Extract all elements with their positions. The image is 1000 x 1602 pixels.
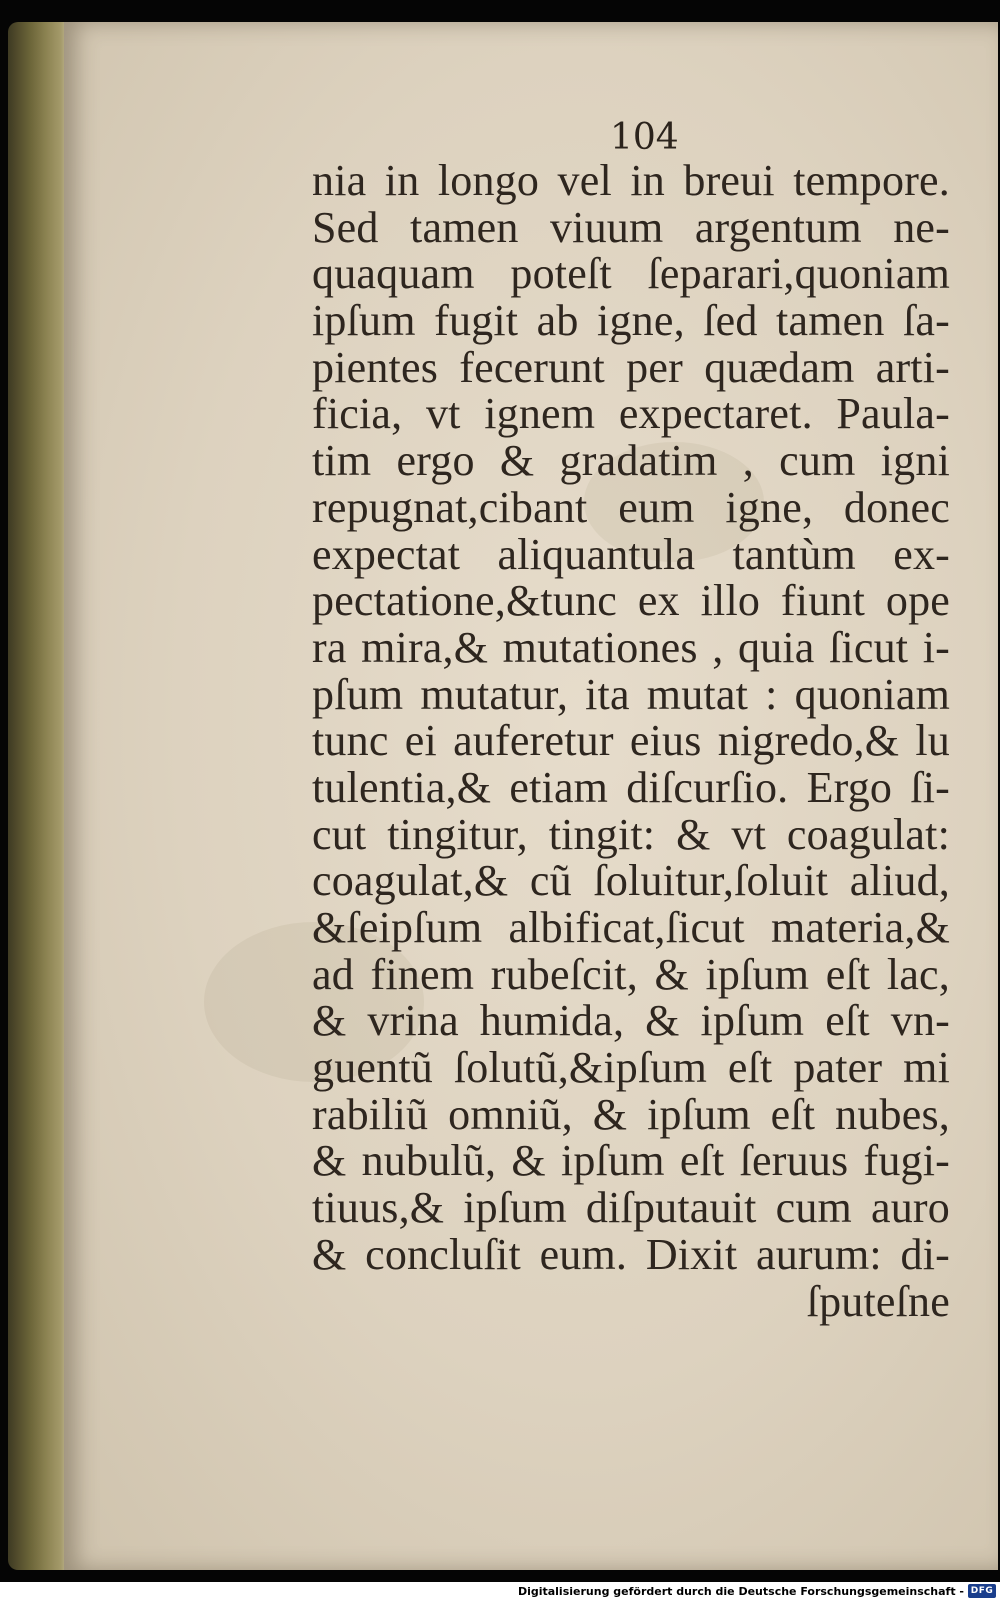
text-line: & nubulũ, & ipſum eſt ſeruus fugi- <box>312 1136 950 1186</box>
text-line: repugnat,cibant eum igne, donec <box>312 482 950 532</box>
text-line: guentũ ſolutũ,&ipſum eſt pater mi <box>312 1043 950 1093</box>
text-line: tulentia,& etiam diſcurſio. Ergo ſi- <box>312 762 950 812</box>
funding-credit: Digitalisierung gefördert durch die Deutsche Forschungsgemeinschaft - <box>517 1585 964 1598</box>
text-line: tim ergo & gradatim , cum igni <box>312 436 950 486</box>
book-page-edges <box>8 22 70 1570</box>
text-line: & vrina humida, & ipſum eſt vn- <box>312 996 950 1046</box>
dfg-logo-icon: DFG <box>968 1584 996 1598</box>
text-line: quaquam poteſt ſeparari,quoniam <box>312 249 950 299</box>
text-line: tunc ei auferetur eius nigredo,& lu <box>312 716 950 766</box>
text-line: ra mira,& mutationes , quia ſicut i- <box>312 622 950 672</box>
text-line: ipſum fugit ab igne, ſed tamen ſa- <box>312 296 950 346</box>
text-line: & concluſit eum. Dixit aurum: di- <box>312 1229 950 1279</box>
catchword: ſputeſne <box>806 1276 950 1326</box>
text-line: pſum mutatur, ita mutat : quoniam <box>312 669 950 719</box>
text-line: cut tingitur, tingit: & vt coagulat: <box>312 809 950 859</box>
text-line: Sed tamen viuum argentum ne- <box>312 202 950 252</box>
text-line: expectat aliquantula tantùm ex- <box>312 529 950 579</box>
text-line: ficia, vt ignem expectaret. Paula- <box>312 389 950 439</box>
text-line: ad finem rubeſcit, & ipſum eſt lac, <box>312 949 950 999</box>
text-line: rabiliũ omniũ, & ipſum eſt nubes, <box>312 1089 950 1139</box>
text-line: pientes fecerunt per quædam arti- <box>312 342 950 392</box>
page-number: 104 <box>610 117 679 158</box>
text-line: coagulat,& cũ ſoluitur,ſoluit aliud, <box>312 856 950 906</box>
page-text-block <box>312 158 952 1325</box>
text-line: &ſeipſum albificat,ſicut materia,& <box>312 903 950 952</box>
text-line: nia in longo vel in breui tempore. <box>312 156 950 205</box>
text-line: tiuus,& ipſum diſputauit cum auro <box>312 1183 950 1233</box>
text-line: pectatione,&tunc ex illo fiunt ope <box>312 576 950 626</box>
